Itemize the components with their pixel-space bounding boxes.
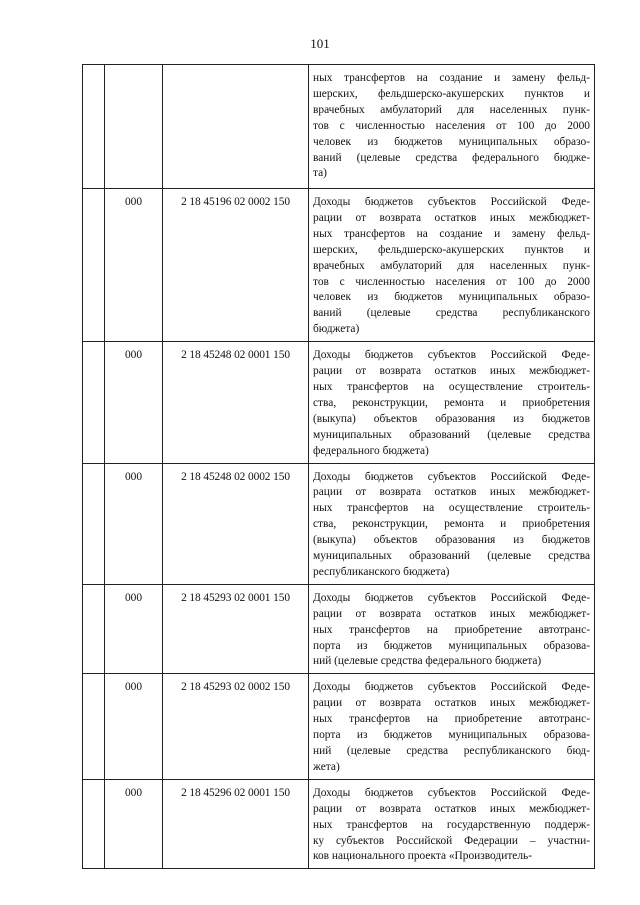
description-line: порта из бюджетов муниципальных образова-	[313, 639, 590, 652]
description-line: республиканского бюджета)	[313, 565, 450, 578]
row-empty-cell	[83, 189, 105, 342]
description-line: шерских, фельдшерско-акушерских пунктов и	[313, 243, 590, 256]
description-line: ков национального проекта «Производитель-	[313, 850, 533, 863]
description-line: тов с численностью населения от 100 до 2000	[313, 275, 590, 288]
description-line: ваний (целевые средства республиканского	[313, 307, 590, 320]
description-line: ваний (целевые средства федерального бюдже-	[313, 151, 590, 164]
description-line: рации от возврата остатков иных межбюджет-	[313, 802, 590, 815]
income-description-cell	[309, 342, 595, 463]
table-row	[83, 342, 595, 463]
page-number: 101	[310, 36, 330, 51]
administrator-code-cell: 000	[105, 342, 163, 463]
description-line: ства, реконструкции, ремонта и приобретения	[313, 518, 590, 531]
table-row	[83, 779, 595, 869]
income-description-cell	[309, 674, 595, 779]
description-line: ку субъектов Российской Федерации – участни-	[313, 834, 590, 847]
budget-classification-code-cell: 2 18 45293 02 0001 150	[163, 584, 309, 674]
description-line: ных трансфертов на осуществление строитель-	[313, 502, 590, 515]
table-row	[83, 674, 595, 779]
row-empty-cell	[83, 779, 105, 869]
description-line: жета)	[313, 760, 340, 773]
budget-classification-code-cell: 2 18 45196 02 0002 150	[163, 189, 309, 342]
description-line: та)	[313, 167, 327, 180]
row-empty-cell	[83, 463, 105, 584]
income-description-cell	[309, 779, 595, 869]
income-description-cell	[309, 463, 595, 584]
description-line: ных трансфертов на осуществление строитель-	[313, 380, 590, 393]
row-empty-cell	[83, 65, 105, 189]
description-line: человек из бюджетов муниципальных образо-	[313, 135, 590, 148]
description-line: Доходы бюджетов субъектов Российской Феде-	[313, 591, 590, 604]
description-line: ства, реконструкции, ремонта и приобретения	[313, 396, 590, 409]
administrator-code-cell	[105, 65, 163, 189]
row-empty-cell	[83, 584, 105, 674]
row-empty-cell	[83, 674, 105, 779]
description-line: муниципальных образований (целевые средства	[313, 428, 590, 441]
budget-classification-code-cell: 2 18 45248 02 0002 150	[163, 463, 309, 584]
description-line: порта из бюджетов муниципальных образова-	[313, 729, 590, 742]
description-line: рации от возврата остатков иных межбюджет-	[313, 607, 590, 620]
income-description-cell	[309, 189, 595, 342]
table-row	[83, 584, 595, 674]
budget-codes-table	[82, 64, 595, 869]
description-line: ний (целевые средства федерального бюджета)	[313, 655, 542, 668]
description-line: Доходы бюджетов субъектов Российской Феде-	[313, 196, 590, 208]
budget-classification-code-cell: 2 18 45293 02 0002 150	[163, 674, 309, 779]
administrator-code-cell: 000	[105, 779, 163, 869]
description-line: Доходы бюджетов субъектов Российской Феде-	[313, 786, 590, 799]
description-line: человек из бюджетов муниципальных образо-	[313, 291, 590, 304]
description-line: шерских, фельдшерско-акушерских пунктов и	[313, 87, 590, 100]
description-line: федерального бюджета)	[313, 444, 429, 457]
description-line: ных трансфертов на государственную поддерж-	[313, 818, 590, 831]
administrator-code-cell: 000	[105, 463, 163, 584]
description-line: рации от возврата остатков иных межбюджет-	[313, 365, 590, 378]
description-line: ных трансфертов на создание и замену фельд-	[313, 72, 590, 84]
table-row	[83, 463, 595, 584]
description-line: (выкупа) объектов образования из бюджетов	[313, 412, 590, 425]
description-line: (выкупа) объектов образования из бюджетов	[313, 534, 590, 547]
description-line: рации от возврата остатков иных межбюджет-	[313, 486, 590, 499]
income-description-cell	[309, 65, 595, 189]
table-row	[83, 189, 595, 342]
description-line: тов с численностью населения от 100 до 2000	[313, 119, 590, 132]
description-line: Доходы бюджетов субъектов Российской Феде-	[313, 349, 590, 362]
income-description-cell	[309, 584, 595, 674]
budget-classification-code-cell	[163, 65, 309, 189]
description-line: Доходы бюджетов субъектов Российской Феде-	[313, 470, 590, 483]
description-line: врачебных амбулаторий для населенных пунк-	[313, 259, 590, 272]
description-line: бюджета)	[313, 323, 360, 336]
description-line: врачебных амбулаторий для населенных пунк-	[313, 103, 590, 116]
description-line: ных трансфертов на приобретение автотранс-	[313, 713, 590, 726]
budget-classification-code-cell: 2 18 45296 02 0001 150	[163, 779, 309, 869]
description-line: рации от возврата остатков иных межбюджет-	[313, 697, 590, 710]
description-line: ний (целевые средства республиканского бюд-	[313, 745, 590, 757]
description-line: Доходы бюджетов субъектов Российской Феде-	[313, 681, 590, 694]
administrator-code-cell: 000	[105, 584, 163, 674]
description-line: ных трансфертов на создание и замену фельд-	[313, 227, 590, 240]
administrator-code-cell: 000	[105, 674, 163, 779]
row-empty-cell	[83, 342, 105, 463]
description-line: рации от возврата остатков иных межбюджет-	[313, 211, 590, 224]
table-row	[83, 65, 595, 189]
description-line: муниципальных образований (целевые средства	[313, 550, 590, 563]
budget-classification-code-cell: 2 18 45248 02 0001 150	[163, 342, 309, 463]
administrator-code-cell: 000	[105, 189, 163, 342]
table-body	[83, 65, 595, 869]
description-line: ных трансфертов на приобретение автотранс-	[313, 623, 590, 636]
